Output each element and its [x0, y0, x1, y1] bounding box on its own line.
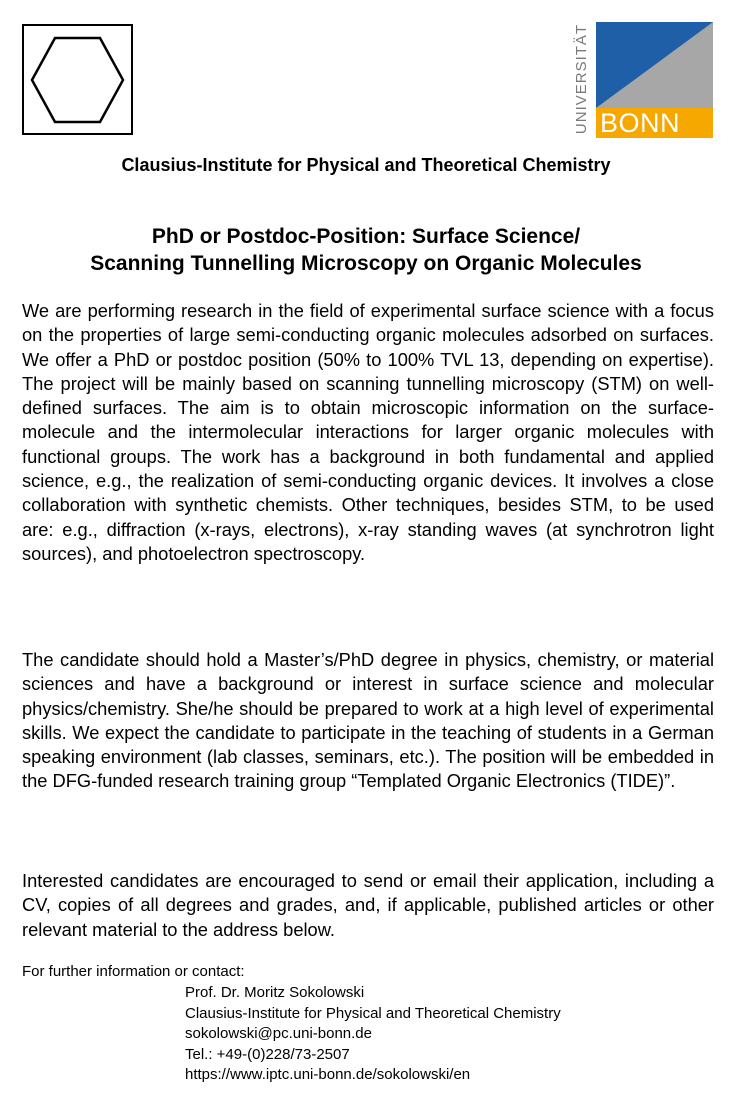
hexagon-icon — [24, 26, 131, 133]
contact-block — [185, 983, 561, 1086]
position-title-line-1: PhD or Postdoc-Position: Surface Science/ — [151, 225, 581, 248]
contact-name: Prof. Dr. Moritz Sokolowski — [185, 984, 365, 1001]
candidate-requirements-paragraph: The candidate should hold a Master’s/PhD degree in physics, chemistry, or material sciences and have a background or interest in surface science and molecular physics/chemistry. She/he should be prepared to work at a high level of experimental skills. We expect the candidate to participate in the teaching of students in a German speaking environment (lab classes, seminars, etc.). The position will be embedded in the DFG-funded research training group “Templated Organic Electronics (TIDE)”. — [22, 649, 714, 792]
contact-phone: Tel.: +49-(0)228/73-2507 — [185, 1045, 350, 1063]
institute-heading: Clausius-Institute for Physical and Theoretical Chemistry — [121, 155, 611, 175]
institute-hexagon-logo — [22, 24, 133, 135]
position-title — [0, 223, 732, 277]
contact-label: For further information or contact: — [22, 963, 245, 980]
research-description-paragraph: We are performing research in the field of experimental surface science with a focus on the properties of large semi-conducting organic molecules adsorbed on surfaces. We offer a PhD or postdoc position (50% to 100% TVL 13, depending on expertise). The project will be mainly based on scanning tunnelling microscopy (STM) on well-defined surfaces. The aim is to obtain microscopic information on the surface-molecule and the intermolecular interactions for larger organic molecules with functional groups. The work has a background in both fundamental and applied science, e.g., the realization of semi-conducting organic devices. It involves a close collaboration with synthetic chemists. Other techniques, besides STM, to be used are: e.g., diffraction (x-rays, electrons), x-ray standing waves (at synchrotron light sources), and photoelectron spectroscopy. — [22, 300, 714, 564]
universitaet-label: UNIVERSITÄT — [573, 23, 590, 135]
bonn-logo-word: BONN — [600, 108, 681, 138]
contact-email-link[interactable]: sokolowski@pc.uni-bonn.de — [185, 1025, 372, 1042]
bonn-logo-vertical-text — [571, 20, 593, 138]
position-title-line-2: Scanning Tunnelling Microscopy on Organic Molecules — [90, 252, 642, 275]
application-instructions-paragraph: Interested candidates are encouraged to send or email their application, including a CV, copies of all degrees and grades, and, if applicable, published articles or other relevant material to the address below. — [22, 870, 714, 940]
contact-url-link[interactable]: https://www.iptc.uni-bonn.de/sokolowski/en — [185, 1066, 471, 1083]
contact-institute: Clausius-Institute for Physical and Theoretical Chemistry — [185, 1004, 561, 1022]
